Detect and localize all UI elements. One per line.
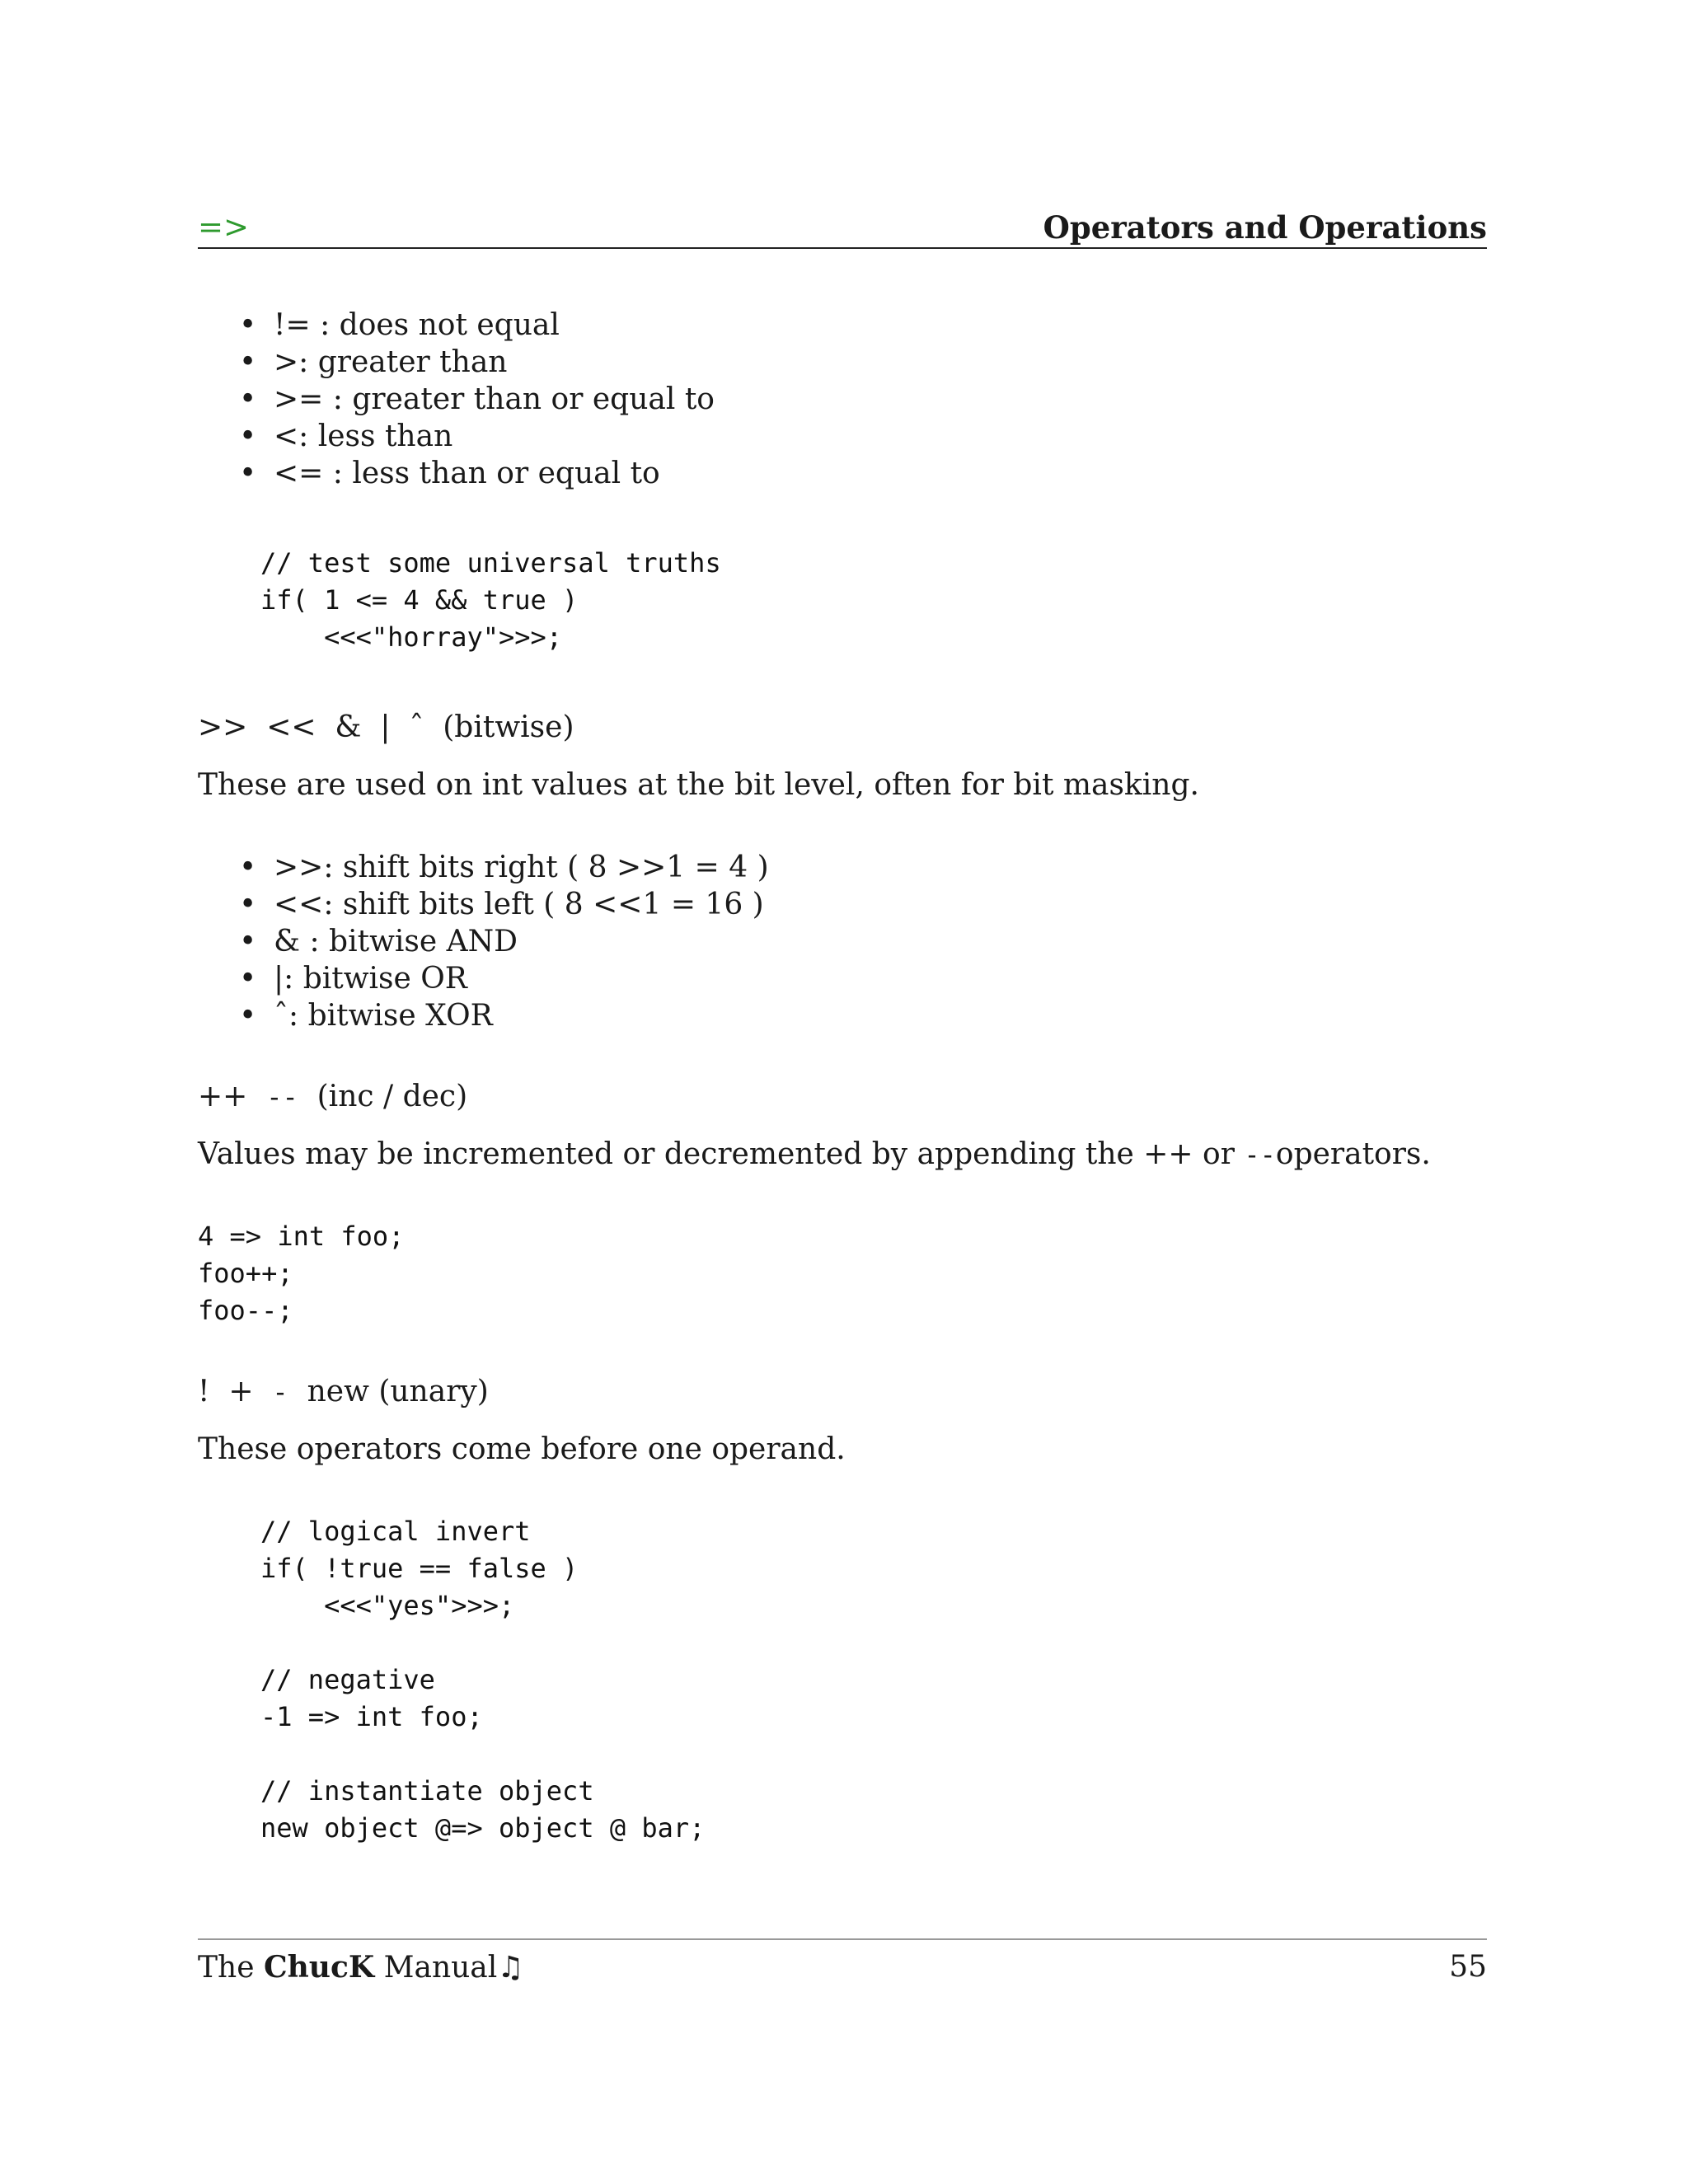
code-line: // instantiate object (260, 1775, 594, 1807)
incdec-ops: ++ (198, 1080, 248, 1113)
code-block-unary (260, 1513, 705, 1847)
list-item: • >: greater than (239, 344, 715, 381)
code-line: -1 => int foo; (260, 1701, 483, 1732)
unary-ops-mono: - (272, 1376, 288, 1408)
list-item: • & : bitwise AND (239, 923, 769, 960)
code-line: <<<"yes">>>; (260, 1590, 515, 1621)
unary-description: These operators come before one operand. (198, 1432, 846, 1466)
footer-manual-title (198, 1947, 524, 1989)
code-block-incdec (198, 1218, 404, 1329)
list-item: • <: less than (239, 418, 715, 455)
list-item: • >>: shift bits right ( 8 >>1 = 4 ) (239, 849, 769, 886)
bitwise-list (239, 849, 769, 1034)
code-line: new object @=> object @ bar; (260, 1812, 706, 1844)
code-line: foo--; (198, 1295, 293, 1326)
code-line (260, 1624, 705, 1661)
list-item: • ˆ: bitwise XOR (239, 997, 769, 1034)
list-item: • <<: shift bits left ( 8 <<1 = 16 ) (239, 886, 769, 923)
header-rule (198, 247, 1487, 249)
footer-rule (198, 1938, 1487, 1940)
header-chuck-operator: => (198, 209, 250, 245)
code-line: foo++; (198, 1258, 293, 1289)
code-line: if( !true == false ) (260, 1553, 579, 1584)
code-line: // negative (260, 1664, 435, 1695)
code-line: // logical invert (260, 1516, 531, 1547)
incdec-ops-mono: -- (266, 1081, 298, 1113)
footer-manual: Manual♫ (374, 1951, 524, 1985)
unary-ops: ! + (198, 1375, 254, 1408)
incdec-desc-end: operators. (1275, 1137, 1431, 1171)
code-line (260, 1736, 705, 1773)
header-section-title: Operators and Operations (1043, 209, 1487, 246)
bitwise-heading: >> << & | ˆ (bitwise) (198, 710, 574, 744)
incdec-heading (198, 1078, 467, 1116)
code-line: if( 1 <= 4 && true ) (260, 584, 579, 616)
footer-chuck: ChucK (263, 1950, 375, 1985)
code-line: // test some universal truths (260, 547, 721, 579)
bitwise-description: These are used on int values at the bit level, often for bit masking. (198, 768, 1199, 802)
unary-heading (198, 1373, 489, 1411)
list-item: • <= : less than or equal to (239, 455, 715, 492)
code-block-truths (260, 545, 721, 656)
incdec-label: (inc / dec) (316, 1080, 468, 1113)
comparison-list (239, 307, 715, 492)
code-line: <<<"horray">>>; (260, 621, 563, 653)
page-number: 55 (1449, 1950, 1487, 1984)
unary-label: new (unary) (307, 1375, 489, 1408)
footer-the: The (198, 1951, 264, 1985)
list-item: • |: bitwise OR (239, 960, 769, 997)
incdec-desc-text: Values may be incremented or decremented by appending the ++ or (198, 1137, 1245, 1171)
list-item: • >= : greater than or equal to (239, 381, 715, 418)
incdec-description (198, 1136, 1431, 1174)
code-line: 4 => int foo; (198, 1221, 405, 1252)
list-item: • != : does not equal (239, 307, 715, 344)
incdec-desc-mono: -- (1244, 1139, 1276, 1170)
